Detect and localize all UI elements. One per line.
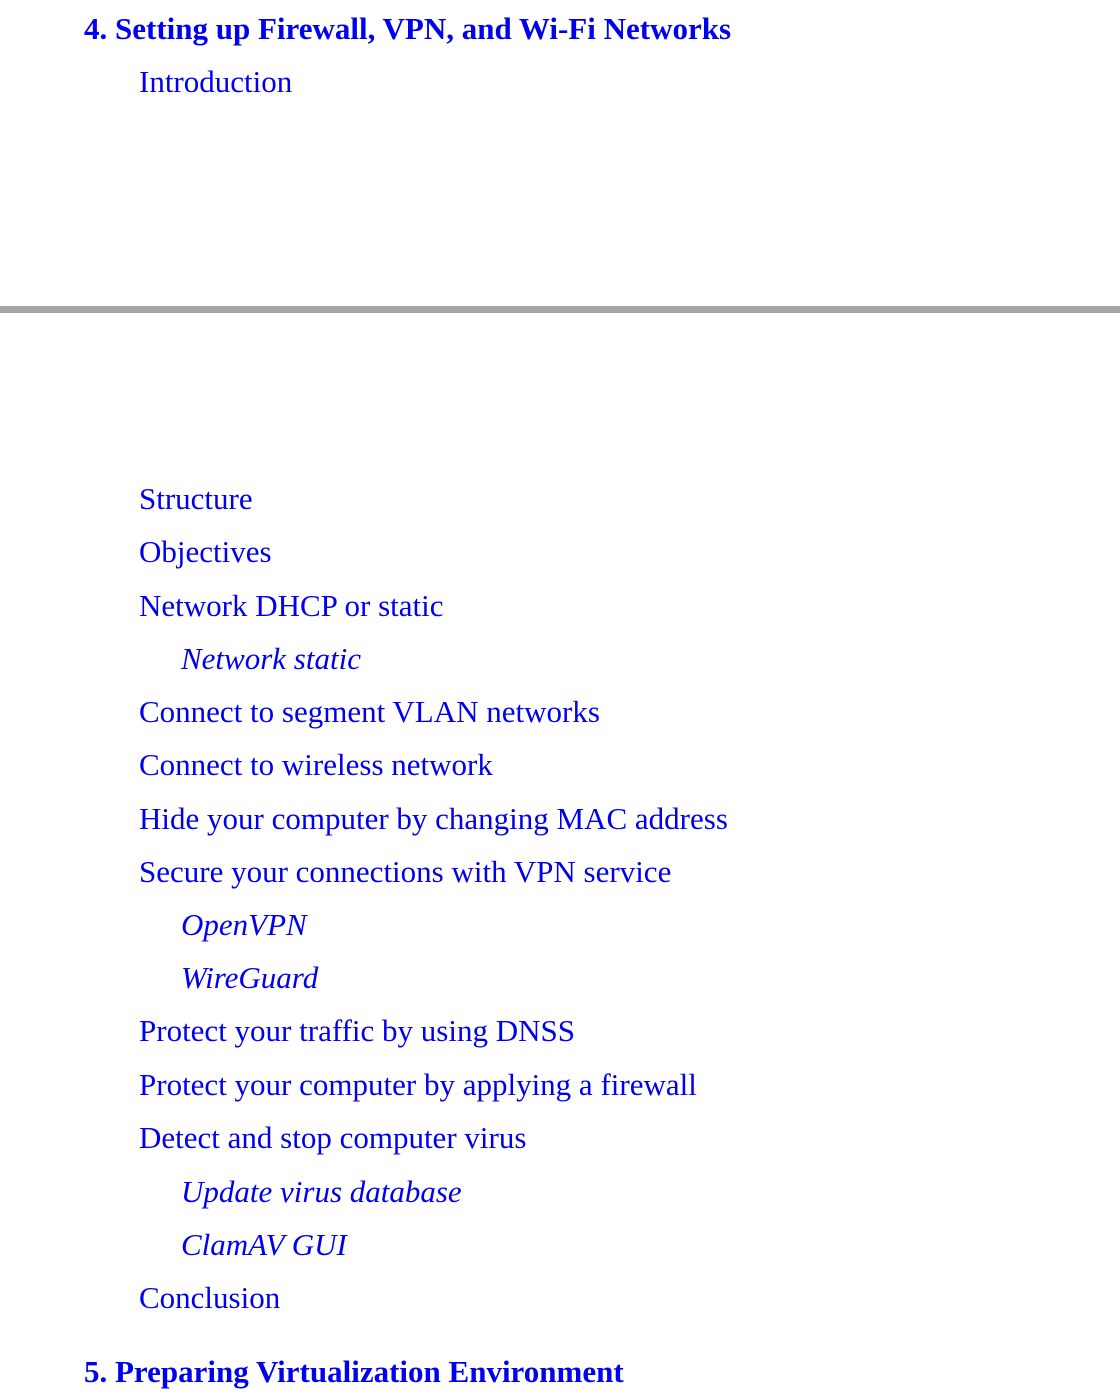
toc-subentry-openvpn[interactable]: OpenVPN xyxy=(181,907,307,942)
toc-entry-introduction[interactable]: Introduction xyxy=(139,64,293,99)
toc-subentry-wireguard[interactable]: WireGuard xyxy=(181,960,319,995)
toc-entry-hide-mac-address[interactable]: Hide your computer by changing MAC address xyxy=(139,801,728,836)
chapter-5-link[interactable]: 5. Preparing Virtualization Environment xyxy=(84,1354,624,1389)
toc-subentry-clamav-gui[interactable]: ClamAV GUI xyxy=(181,1227,347,1262)
toc-subentry-network-static[interactable]: Network static xyxy=(181,641,361,676)
chapter-4-title[interactable] xyxy=(84,11,731,47)
toc-entry-dnss[interactable]: Protect your traffic by using DNSS xyxy=(139,1013,575,1048)
toc-entry-firewall[interactable]: Protect your computer by applying a firewall xyxy=(139,1067,697,1102)
toc-entry-conclusion[interactable]: Conclusion xyxy=(139,1280,281,1315)
toc-entry-vpn-service[interactable]: Secure your connections with VPN service xyxy=(139,854,672,889)
chapter-4-link[interactable]: 4. Setting up Firewall, VPN, and Wi-Fi Networks xyxy=(84,11,732,46)
toc-entry-connect-vlan[interactable]: Connect to segment VLAN networks xyxy=(139,694,600,729)
toc-entry-network-dhcp-or-static[interactable]: Network DHCP or static xyxy=(139,588,444,623)
toc-entry-connect-wireless[interactable]: Connect to wireless network xyxy=(139,747,493,782)
toc-entry-structure[interactable]: Structure xyxy=(139,481,253,516)
page-break-divider xyxy=(0,306,1120,313)
toc-entry-computer-virus[interactable]: Detect and stop computer virus xyxy=(139,1120,527,1155)
toc-entry-objectives[interactable]: Objectives xyxy=(139,534,272,569)
chapter-5-title[interactable] xyxy=(84,1354,624,1390)
toc-subentry-update-virus-database[interactable]: Update virus database xyxy=(181,1174,462,1209)
